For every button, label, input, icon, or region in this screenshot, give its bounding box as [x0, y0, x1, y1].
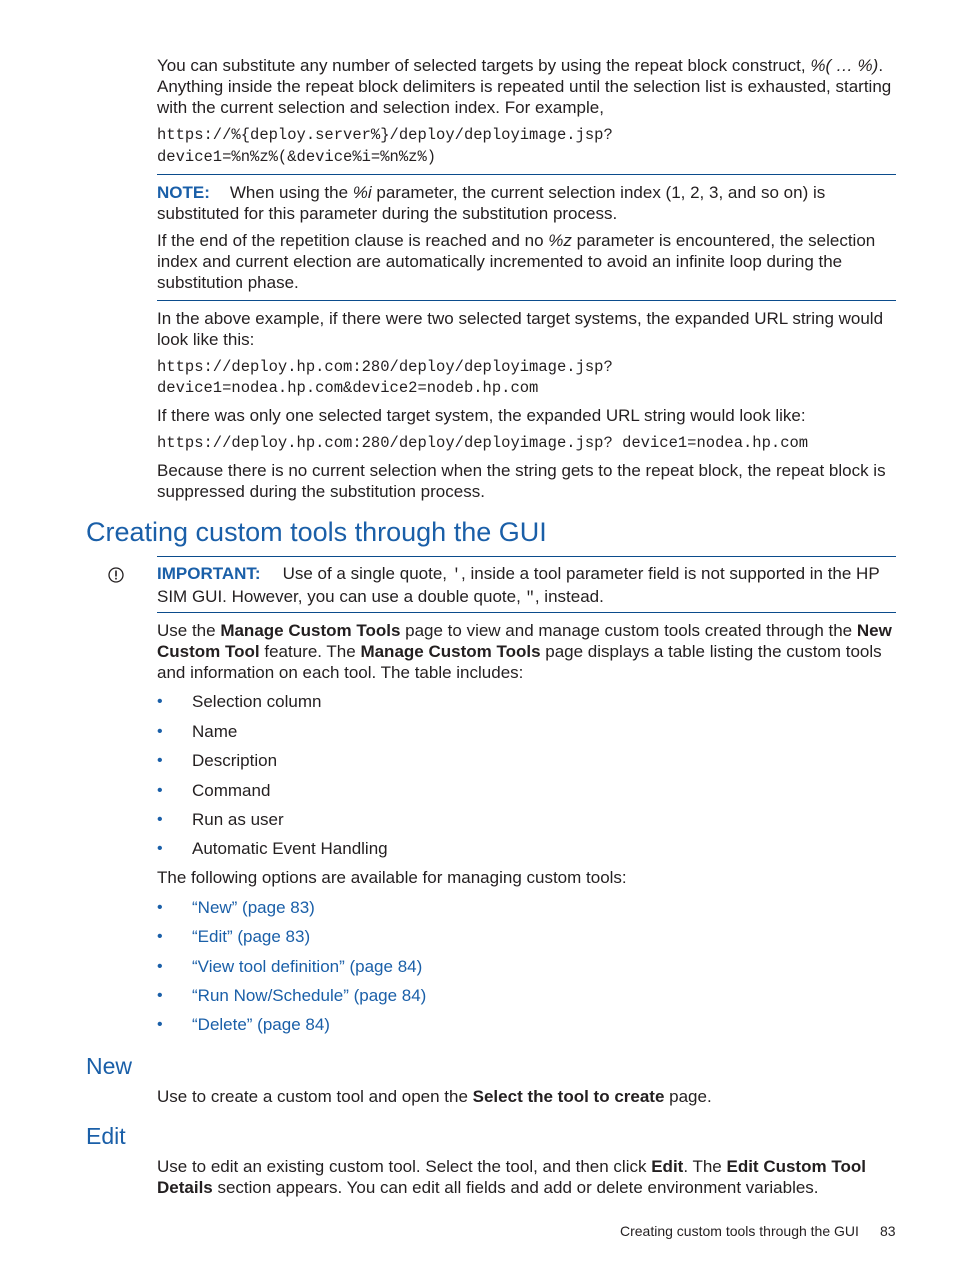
link-new[interactable]: “New” (page 83): [192, 898, 315, 917]
new-paragraph: Use to create a custom tool and open the Select the tool to create page.: [157, 1087, 712, 1106]
link-edit[interactable]: “Edit” (page 83): [192, 927, 311, 946]
code-example-1-line-1: https://%{deploy.server%}/deploy/deployimage.jsp?: [157, 126, 613, 144]
important-label: IMPORTANT:: [157, 564, 261, 583]
list-item: Automatic Event Handling: [192, 839, 388, 858]
section-heading: Creating custom tools through the GUI: [86, 517, 547, 547]
important-icon: [108, 567, 124, 583]
bullet-icon: •: [157, 723, 163, 740]
list-item: Command: [192, 781, 271, 800]
code-example-3: https://deploy.hp.com:280/deploy/deployimage.jsp? device1=nodea.hp.com: [157, 434, 809, 452]
edit-heading: Edit: [86, 1123, 126, 1149]
code-example-2-line-2: device1=nodea.hp.com&device2=nodeb.hp.com: [157, 379, 539, 397]
note-paragraph-2: If the end of the repetition clause is reached and no %z parameter is encountered, the selection index and current election are automatically incremented to avoid an infinite loop during the substitution phase.: [157, 231, 876, 292]
edit-paragraph: Use to edit an existing custom tool. Select the tool, and then click Edit. The Edit Custom Tool Details section appears. You can edit all fields and add or delete environment variables.: [157, 1157, 866, 1197]
important-top-rule: [157, 556, 896, 557]
note-top-rule: [157, 174, 896, 175]
new-heading: New: [86, 1053, 133, 1079]
link-view-tool-definition[interactable]: “View tool definition” (page 84): [192, 957, 423, 976]
list-item: Selection column: [192, 692, 322, 711]
manage-tools-paragraph: Use the Manage Custom Tools page to view and manage custom tools created through the New Custom Tool feature. The Manage Custom Tools page displays a table listing the custom tools and information on each tool. The table includes:: [157, 621, 892, 682]
bullet-icon: •: [157, 958, 163, 975]
bullet-icon: •: [157, 1016, 163, 1033]
list-item: Run as user: [192, 810, 284, 829]
bullet-icon: •: [157, 899, 163, 916]
important-bottom-rule: [157, 612, 896, 613]
bullet-icon: •: [157, 693, 163, 710]
list-item: Description: [192, 751, 278, 770]
options-intro: The following options are available for managing custom tools:: [157, 868, 627, 887]
bullet-icon: •: [157, 928, 163, 945]
bullet-icon: •: [157, 840, 163, 857]
example-paragraph-3: Because there is no current selection when the string gets to the repeat block, the repeat block is suppressed during the substitution process.: [157, 461, 886, 501]
code-example-2-line-1: https://deploy.hp.com:280/deploy/deployimage.jsp?: [157, 358, 613, 376]
bullet-icon: •: [157, 811, 163, 828]
footer-title: Creating custom tools through the GUI: [620, 1223, 859, 1239]
bullet-icon: •: [157, 987, 163, 1004]
important-paragraph: IMPORTANT: Use of a single quote, ', inside a tool parameter field is not supported in the HP SIM GUI. However, you can use a double quote, ", instead.: [157, 564, 880, 607]
bullet-icon: •: [157, 752, 163, 769]
note-paragraph-1: NOTE: When using the %i parameter, the current selection index (1, 2, 3, and so on) is substituted for this parameter during the substitution process.: [157, 183, 826, 223]
page-number: 83: [880, 1223, 896, 1239]
note-bottom-rule: [157, 300, 896, 301]
repeat-block-syntax: %( … %): [810, 56, 879, 75]
list-item: Name: [192, 722, 238, 741]
example-paragraph-2: If there was only one selected target system, the expanded URL string would look like:: [157, 406, 806, 425]
intro-paragraph: You can substitute any number of selected targets by using the repeat block construct, %( … %). Anything inside the repeat block delimiters is repeated until the selection list is exhausted, starting with the current selection and selection index. For example,: [157, 56, 892, 117]
example-paragraph-1: In the above example, if there were two selected target systems, the expanded URL string would look like this:: [157, 309, 884, 349]
code-example-1-line-2: device1=%n%z%(&device%i=%n%z%): [157, 148, 437, 166]
note-label: NOTE:: [157, 183, 210, 202]
bullet-icon: •: [157, 782, 163, 799]
link-delete[interactable]: “Delete” (page 84): [192, 1015, 330, 1034]
link-run-now-schedule[interactable]: “Run Now/Schedule” (page 84): [192, 986, 427, 1005]
